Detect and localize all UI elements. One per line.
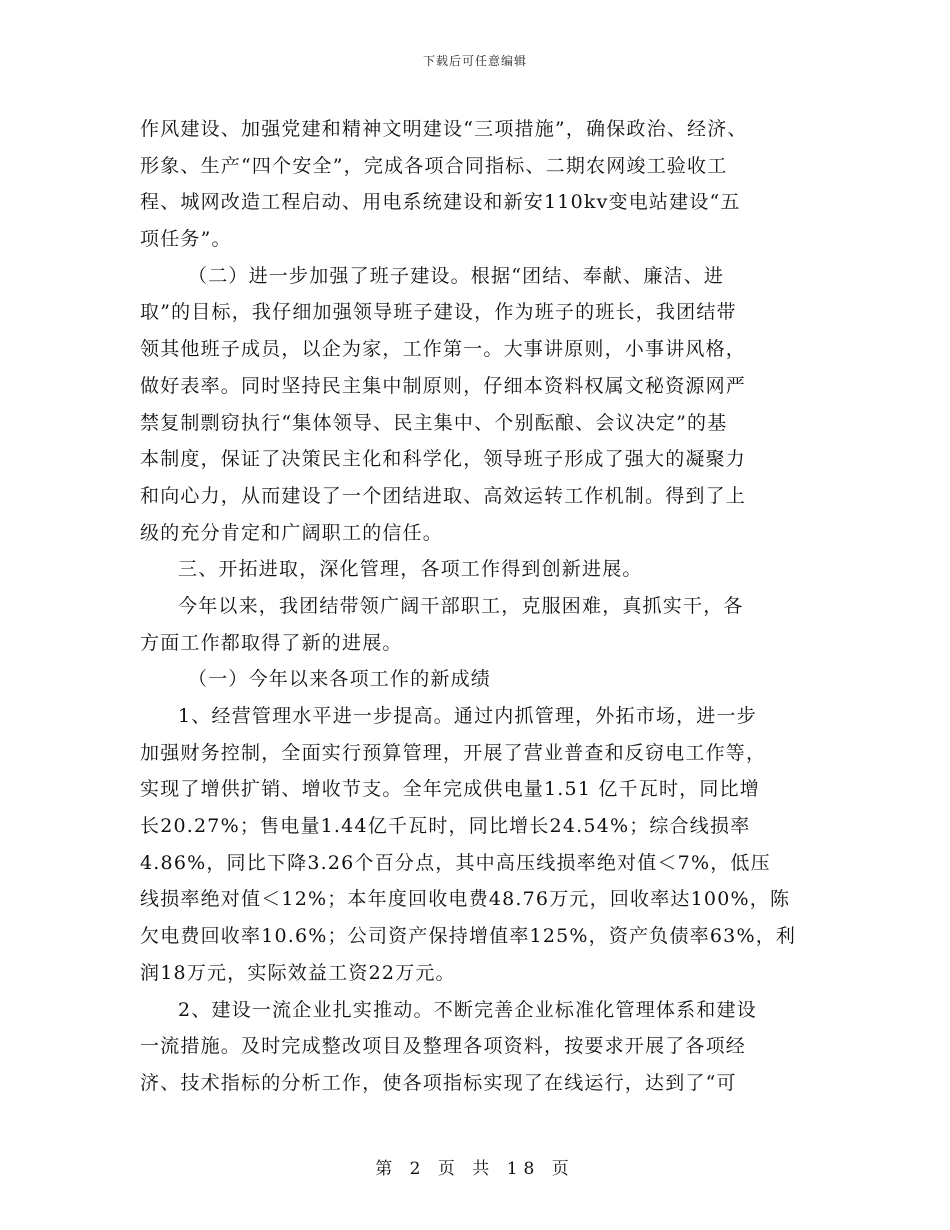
text-line: 取”的目标，我仔细加强领导班子建设，作为班子的班长，我团结带 xyxy=(140,301,737,324)
text-line: 长20.27%；售电量1.44亿千瓦时，同比增长24.54%；综合线损率 xyxy=(140,815,751,838)
text-line: 1、经营管理水平进一步提高。通过内抓管理，外拓市场，进一步 xyxy=(178,705,757,727)
text-line: 欠电费回收率10.6%；公司资产保持增值率125%，资产负债率63%，利 xyxy=(140,925,797,948)
text-line: 级的充分肯定和广阔职工的信任。 xyxy=(140,521,444,544)
text-line: （二）进一步加强了班子建设。根据“团结、奉献、廉洁、进 xyxy=(188,264,725,287)
text-line: 禁复制剽窃执行“集体领导、民主集中、个别酝酿、会议决定”的基 xyxy=(140,411,728,434)
text-line: 程、城网改造工程启动、用电系统建设和新安110kv变电站建设“五 xyxy=(140,191,741,214)
text-line: 润18万元，实际效益工资22万元。 xyxy=(140,961,456,984)
page-header-note: 下载后可任意编辑 xyxy=(422,54,527,68)
text-line: 济、技术指标的分析工作，使各项指标实现了在线运行，达到了“可 xyxy=(140,1071,737,1094)
text-line: 项任务”。 xyxy=(140,228,232,251)
text-line: 做好表率。同时坚持民主集中制原则，仔细本资料权属文秘资源网严 xyxy=(140,374,747,397)
text-line: 2、建设一流企业扎实推动。不断完善企业标准化管理体系和建设 xyxy=(178,998,757,1021)
text-line: 加强财务控制，全面实行预算管理，开展了营业普查和反窃电工作等， xyxy=(140,741,767,764)
text-line: 今年以来，我团结带领广阔干部职工，克服困难，真抓实干，各 xyxy=(178,594,744,617)
text-line: 领其他班子成员，以企为家，工作第一。大事讲原则，小事讲风格， xyxy=(140,338,747,361)
section-heading: 三、开拓进取，深化管理，各项工作得到创新进展。 xyxy=(178,558,643,581)
text-line: 和向心力，从而建设了一个团结进取、高效运转工作机制。得到了上 xyxy=(140,484,747,507)
text-line: 方面工作都取得了新的进展。 xyxy=(140,631,403,654)
text-line: 形象、生产“四个安全”，完成各项合同指标、二期农网竣工验收工 xyxy=(140,154,728,177)
text-line: 本制度，保证了决策民主化和科学化，领导班子形成了强大的凝聚力 xyxy=(140,448,747,471)
document-body xyxy=(140,111,815,1102)
text-line: 线损率绝对值＜12%；本年度回收电费48.76万元，回收率达100%，陈 xyxy=(140,888,791,911)
page-number: 第 2 页 共 18 页 xyxy=(375,1159,575,1179)
text-line: 作风建设、加强党建和精神文明建设“三项措施”，确保政治、经济、 xyxy=(140,118,748,140)
text-line: 4.86%，同比下降3.26个百分点，其中高压线损率绝对值＜7%，低压 xyxy=(140,851,771,874)
text-line: 一流措施。及时完成整改项目及整理各项资料，按要求开展了各项经 xyxy=(140,1035,747,1058)
subsection-heading: （一）今年以来各项工作的新成绩 xyxy=(188,668,492,691)
text-line: 实现了增供扩销、增收节支。全年完成供电量1.51 亿千瓦时，同比增 xyxy=(140,778,760,801)
